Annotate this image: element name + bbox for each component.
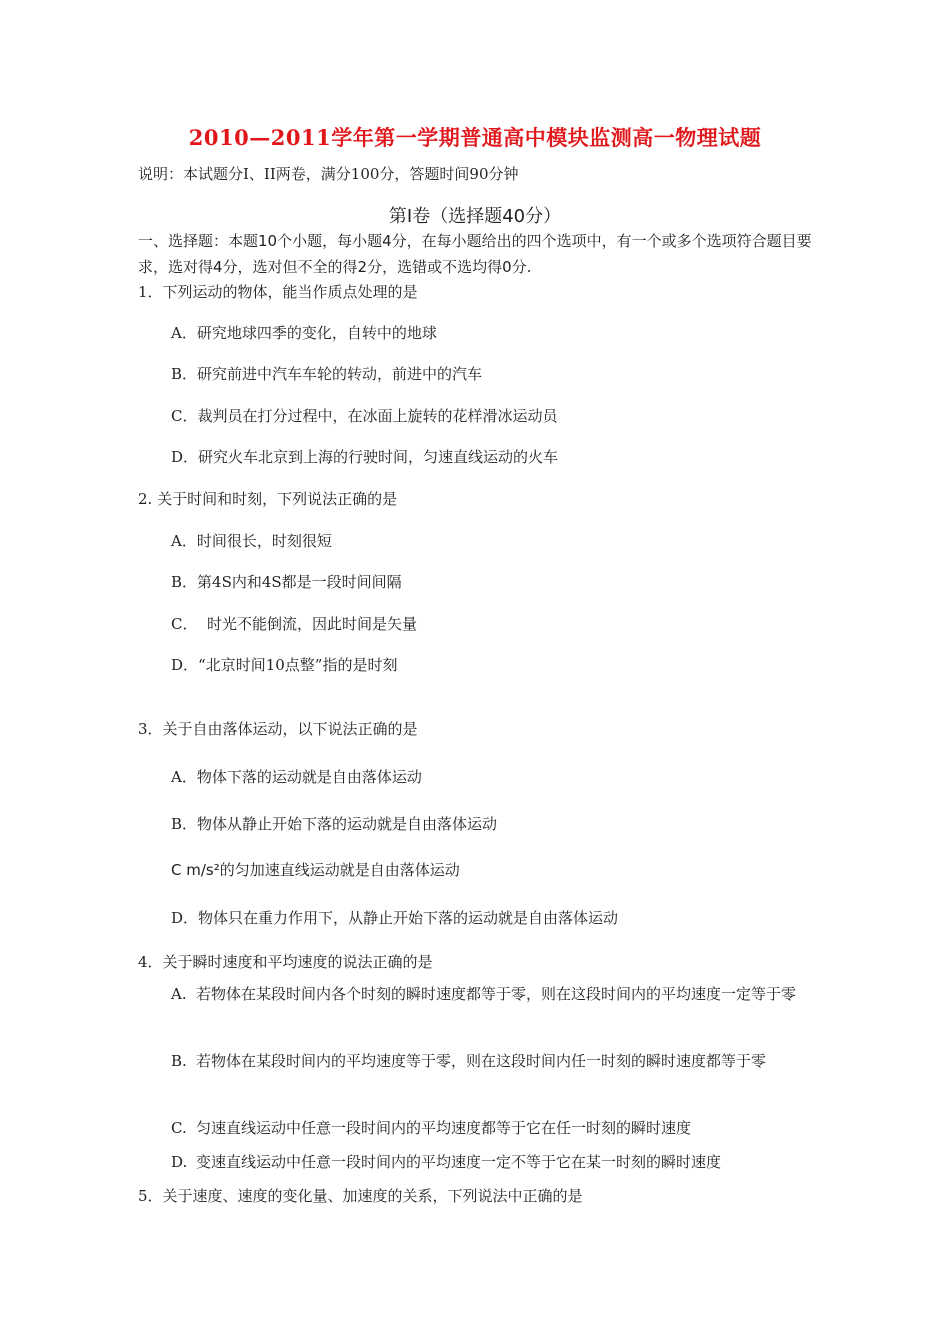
- question-2-option-c: C． 时光不能倒流，因此时间是矢量: [171, 615, 418, 633]
- question-4-option-c: [171, 1111, 821, 1145]
- option-letter: B.: [171, 1052, 187, 1070]
- option-text: 若物体在某段时间内各个时刻的瞬时速度都等于零，则在这段时间内的平均速度一定等于零: [196, 985, 797, 1003]
- question-1-option-c: C．裁判员在打分过程中，在冰面上旋转的花样滑冰运动员: [171, 407, 558, 425]
- exam-title: 2010—2011学年第一学期普通高中模块监测高一物理试题: [188, 125, 762, 150]
- question-2-option-d: D．“北京时间10点整”指的是时刻: [171, 656, 398, 674]
- question-1-stem: 1．下列运动的物体，能当作质点处理的是: [138, 283, 418, 301]
- option-letter: A.: [171, 985, 187, 1003]
- question-3-option-c: C m/s²的匀加速直线运动就是自由落体运动: [171, 861, 460, 879]
- option-text: 变速直线运动中任意一段时间内的平均速度一定不等于它在某一时刻的瞬时速度: [196, 1153, 722, 1171]
- option-letter: C.: [171, 1119, 187, 1137]
- option-text: 若物体在某段时间内的平均速度等于零，则在这段时间内任一时刻的瞬时速度都等于零: [196, 1052, 767, 1070]
- question-3-stem: 3．关于自由落体运动，以下说法正确的是: [138, 720, 418, 738]
- section-title: 第Ⅰ卷（选择题40分）: [388, 206, 562, 227]
- instructions: 一、选择题：本题10个小题，每小题4分，在每小题给出的四个选项中，有一个或多个选项符合题目要求，选对得4分，选对但不全的得2分，选错或不选均得0分.: [138, 232, 812, 276]
- option-letter: D.: [171, 1153, 188, 1171]
- exam-note: 说明：本试题分I、II两卷，满分100分，答题时间90分钟: [138, 165, 519, 183]
- question-3-option-a: A．物体下落的运动就是自由落体运动: [171, 768, 422, 786]
- question-1-option-a: A．研究地球四季的变化，自转中的地球: [171, 324, 437, 342]
- question-2-option-a: A．时间很长，时刻很短: [171, 532, 332, 550]
- question-4-option-b: [171, 1044, 821, 1078]
- question-2-stem: 2. 关于时间和时刻，下列说法正确的是: [138, 490, 398, 508]
- question-4-stem: 4．关于瞬时速度和平均速度的说法正确的是: [138, 953, 433, 971]
- question-5-stem: 5．关于速度、速度的变化量、加速度的关系，下列说法中正确的是: [138, 1187, 583, 1205]
- question-4-option-d: [171, 1145, 821, 1179]
- question-3-option-d: D．物体只在重力作用下，从静止开始下落的运动就是自由落体运动: [171, 909, 619, 927]
- question-3-option-b: B．物体从静止开始下落的运动就是自由落体运动: [171, 815, 498, 833]
- question-4-option-a: [171, 977, 821, 1011]
- option-text: 匀速直线运动中任意一段时间内的平均速度都等于它在任一时刻的瞬时速度: [196, 1119, 692, 1137]
- question-1-option-d: D．研究火车北京到上海的行驶时间，匀速直线运动的火车: [171, 448, 559, 466]
- question-2-option-b: B．第4S内和4S都是一段时间间隔: [171, 573, 402, 591]
- question-1-option-b: B．研究前进中汽车车轮的转动，前进中的汽车: [171, 365, 483, 383]
